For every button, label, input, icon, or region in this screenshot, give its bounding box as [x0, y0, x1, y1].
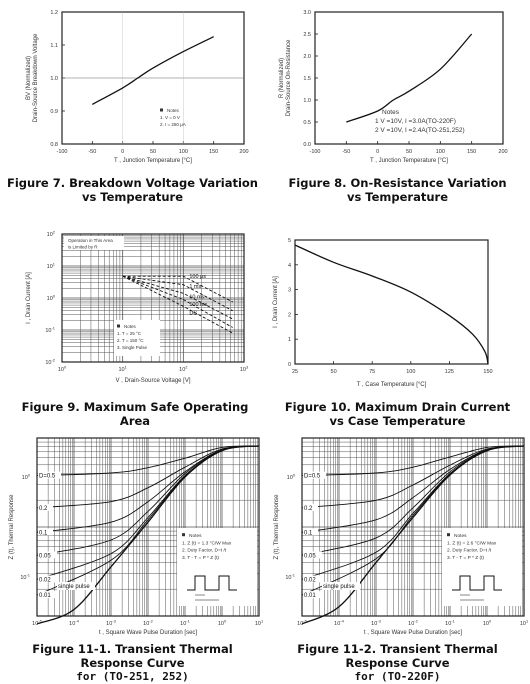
- x-tick-label: $10^{-1}$: [445, 618, 455, 627]
- x-tick-label: 100: [406, 369, 416, 375]
- curve-label: D=0.5: [304, 473, 321, 480]
- notes-line: 1. Z (t) = 1.3 °C/W Max: [182, 541, 232, 547]
- caption-line: vs Temperature: [346, 190, 449, 204]
- single-pulse-label: single pulse: [323, 584, 355, 590]
- y-tick-label: $10^0$: [286, 472, 295, 482]
- y-tick-label: 0.9: [50, 109, 58, 115]
- y-tick-label: $10^0$: [21, 472, 30, 482]
- figure-7-caption: [5, 176, 260, 204]
- series-label: 100 μs: [189, 274, 206, 281]
- y-tick-label: $10^{-2}$: [45, 357, 55, 366]
- y-tick-label: 4: [287, 262, 291, 269]
- notes-line: 2. T = 150 °C: [117, 338, 144, 343]
- notes-bg: [177, 528, 257, 606]
- y-tick-label: 0.0: [303, 142, 311, 148]
- notes-line: 2. Duty Factor, D=t /t: [447, 548, 492, 554]
- notes-bullet-icon: [117, 325, 120, 328]
- series-line: [295, 245, 488, 364]
- curve-label: 0.01: [39, 593, 51, 600]
- y-axis-label: BV (Normalized): [26, 55, 32, 101]
- curve-label: 0.05: [39, 553, 51, 560]
- x-tick-label: -100: [309, 149, 321, 155]
- y-tick-label: 5: [287, 238, 291, 244]
- curve-label: 0.01: [304, 593, 316, 600]
- x-tick-label: $10^1$: [254, 618, 264, 627]
- series-label: 1 ms: [189, 284, 202, 291]
- x-tick-label: 50: [330, 369, 337, 375]
- x-axis-label: V , Drain-Source Voltage [V]: [115, 378, 191, 384]
- curve-label: 0.02: [304, 577, 316, 584]
- x-tick-label: 0: [376, 149, 380, 155]
- caption-line: Figure 10. Maximum Drain Current: [284, 400, 511, 414]
- curve-label: 0.1: [304, 530, 313, 537]
- annotation-text: is Limited by R: [68, 244, 98, 250]
- caption-line: vs Temperature: [81, 190, 184, 204]
- notes-line: 2 V =10V, I =2.4A(TO-251,252): [375, 127, 465, 134]
- caption-line: Figure 11-2. Transient Thermal Response Curve: [297, 642, 498, 670]
- caption-line: Figure 9. Maximum Safe Operating Area: [21, 400, 249, 428]
- y-tick-label: 1.2: [50, 10, 58, 16]
- notes-title: Notes: [454, 534, 467, 539]
- figure-9-chart: [0, 222, 265, 394]
- figure-8-panel: [265, 0, 530, 215]
- figure-11-2-caption: [265, 642, 530, 684]
- x-tick-label: 200: [498, 149, 508, 155]
- caption-line: Figure 8. On-Resistance Variation: [288, 176, 507, 190]
- x-tick-label: 100: [178, 149, 188, 155]
- y-tick-label: 3.0: [303, 10, 311, 16]
- curve-label: 0.2: [304, 505, 313, 512]
- x-tick-label: 50: [405, 149, 413, 155]
- y-axis-label: Z (t), Thermal Response: [9, 494, 15, 560]
- y-tick-label: $10^{-1}$: [20, 572, 30, 581]
- notes-bullet-icon: [182, 533, 185, 536]
- x-tick-label: 150: [209, 149, 219, 155]
- y-tick-label: 1: [287, 337, 291, 344]
- x-tick-label: $10^{-2}$: [143, 618, 153, 627]
- x-tick-label: 25: [291, 369, 299, 375]
- series-label: DC: [189, 310, 198, 317]
- figure-11-2-panel: [265, 432, 530, 683]
- x-tick-label: $10^1$: [519, 618, 529, 627]
- x-tick-label: $10^0$: [57, 364, 67, 373]
- x-tick-label: 100: [435, 149, 445, 155]
- caption-line: Figure 11-1. Transient Thermal Response Curve: [32, 642, 233, 670]
- caption-line: for (TO-220F): [354, 670, 441, 683]
- x-axis-label: T , Junction Temperature [°C]: [370, 158, 448, 164]
- x-tick-label: $10^2$: [179, 364, 188, 373]
- figure-8-chart: [265, 0, 530, 172]
- figure-9-caption: [5, 400, 265, 428]
- series-label: 100 ms: [189, 301, 208, 308]
- y-tick-label: 1.5: [303, 76, 311, 82]
- x-tick-label: 75: [369, 369, 376, 375]
- y-tick-label: $10^0$: [46, 293, 55, 302]
- x-axis-label: t , Square Wave Pulse Duration [sec]: [363, 630, 463, 636]
- x-tick-label: $10^{-3}$: [371, 618, 381, 627]
- notes-line: 3. T - T = P * Z (t): [182, 555, 220, 561]
- y-tick-label: 2.5: [303, 32, 311, 38]
- notes-line: 3. Single Pulse: [117, 345, 148, 350]
- figure-11-1-chart: [0, 432, 265, 637]
- x-tick-label: 200: [239, 149, 249, 155]
- figure-11-2-chart: [265, 432, 530, 637]
- y-tick-label: 0.8: [50, 142, 58, 148]
- notes-title: Notes: [189, 534, 202, 539]
- notes-line: 2. Duty Factor, D=t /t: [182, 548, 227, 554]
- x-tick-label: $10^3$: [239, 364, 249, 373]
- x-tick-label: $10^0$: [482, 618, 492, 627]
- figure-9-panel: [0, 222, 265, 428]
- x-tick-label: $10^{-4}$: [69, 618, 79, 627]
- x-tick-label: $10^{-1}$: [180, 618, 190, 627]
- curve-label: 0.2: [39, 505, 48, 512]
- y-tick-label: 0.5: [303, 120, 311, 126]
- x-tick-label: 150: [467, 149, 477, 155]
- y-tick-label: 2: [287, 312, 291, 319]
- y-tick-label: 0: [287, 362, 291, 368]
- y-tick-label: 3: [287, 287, 291, 294]
- x-tick-label: -50: [88, 149, 97, 155]
- notes-title: Notes: [382, 109, 399, 116]
- figure-10-panel: [265, 222, 530, 432]
- caption-line: Figure 7. Breakdown Voltage Variation: [7, 176, 258, 190]
- x-tick-label: 50: [149, 149, 157, 155]
- series-line: [346, 34, 471, 122]
- figure-7-panel: [0, 0, 265, 215]
- notes-line: 2. I = 250 μA: [160, 122, 186, 127]
- annotation-text: Operation in This Area: [68, 238, 113, 243]
- figure-11-1-panel: [0, 432, 265, 683]
- figure-8-caption: [270, 176, 525, 204]
- x-tick-label: $10^1$: [118, 364, 127, 373]
- caption-line: vs Case Temperature: [329, 414, 466, 428]
- notes-line: 1. V = 0 V: [160, 115, 180, 120]
- series-label: 10 ms: [189, 294, 205, 301]
- curve-label: 0.02: [39, 577, 51, 584]
- figure-11-1-caption: [0, 642, 265, 684]
- notes-title: Notes: [167, 108, 179, 113]
- notes-bg: [442, 528, 522, 606]
- notes-title: Notes: [124, 324, 136, 329]
- y-axis-label: R (Normalized): [279, 57, 285, 99]
- x-tick-label: 125: [444, 369, 454, 375]
- x-tick-label: $10^{-5}$: [297, 618, 307, 627]
- notes-line: 1. Z (t) = 2.6 °C/W Max: [447, 541, 497, 547]
- x-axis-label: T , Junction Temperature [°C]: [114, 158, 192, 164]
- y-axis-label: Drain-Source Breakdown Voltage: [33, 33, 39, 123]
- y-tick-label: $10^{-1}$: [285, 572, 295, 581]
- notes-bullet-icon: [447, 533, 450, 536]
- caption-line: for (TO-251, 252): [76, 670, 189, 683]
- y-tick-label: $10^{-1}$: [45, 325, 55, 334]
- x-tick-label: 150: [483, 369, 493, 375]
- x-axis-label: t , Square Wave Pulse Duration [sec]: [98, 630, 198, 636]
- notes-bullet-icon: [160, 109, 163, 112]
- figure-10-chart: [265, 222, 530, 394]
- y-axis-label: I , Drain Current [A]: [273, 276, 279, 328]
- y-tick-label: 1.0: [303, 98, 311, 104]
- notes-line: 1 V =10V, I =3.0A(TO-220F): [375, 118, 456, 125]
- figure-7-chart: [0, 0, 265, 172]
- notes-line: 1. T = 25 °C: [117, 331, 142, 336]
- x-axis-label: T , Case Temperature [°C]: [356, 382, 427, 388]
- x-tick-label: -50: [342, 149, 351, 155]
- x-tick-label: $10^{-2}$: [408, 618, 418, 627]
- y-tick-label: $10^1$: [46, 261, 55, 270]
- series-line: [92, 37, 213, 105]
- curve-label: D=0.5: [39, 473, 56, 480]
- single-pulse-label: single pulse: [58, 584, 90, 590]
- x-tick-label: $10^0$: [217, 618, 227, 627]
- y-tick-label: 1.0: [50, 76, 58, 82]
- y-tick-label: 1.1: [50, 43, 58, 49]
- y-axis-label: I , Drain Current [A]: [26, 272, 32, 324]
- x-tick-label: 0: [121, 149, 125, 155]
- curve-label: 0.05: [304, 553, 316, 560]
- y-axis-label: Z (t), Thermal Response: [274, 494, 280, 560]
- x-tick-label: $10^{-3}$: [106, 618, 116, 627]
- y-axis-label: Drain-Source On-Resistance: [286, 39, 292, 117]
- x-tick-label: -100: [56, 149, 68, 155]
- x-tick-label: $10^{-5}$: [32, 618, 42, 627]
- curve-label: 0.1: [39, 530, 48, 537]
- figure-10-caption: [270, 400, 525, 428]
- x-tick-label: $10^{-4}$: [334, 618, 344, 627]
- notes-line: 3. T - T = P * Z (t): [447, 555, 485, 561]
- y-tick-label: 2.0: [303, 54, 311, 60]
- y-tick-label: $10^2$: [46, 229, 55, 238]
